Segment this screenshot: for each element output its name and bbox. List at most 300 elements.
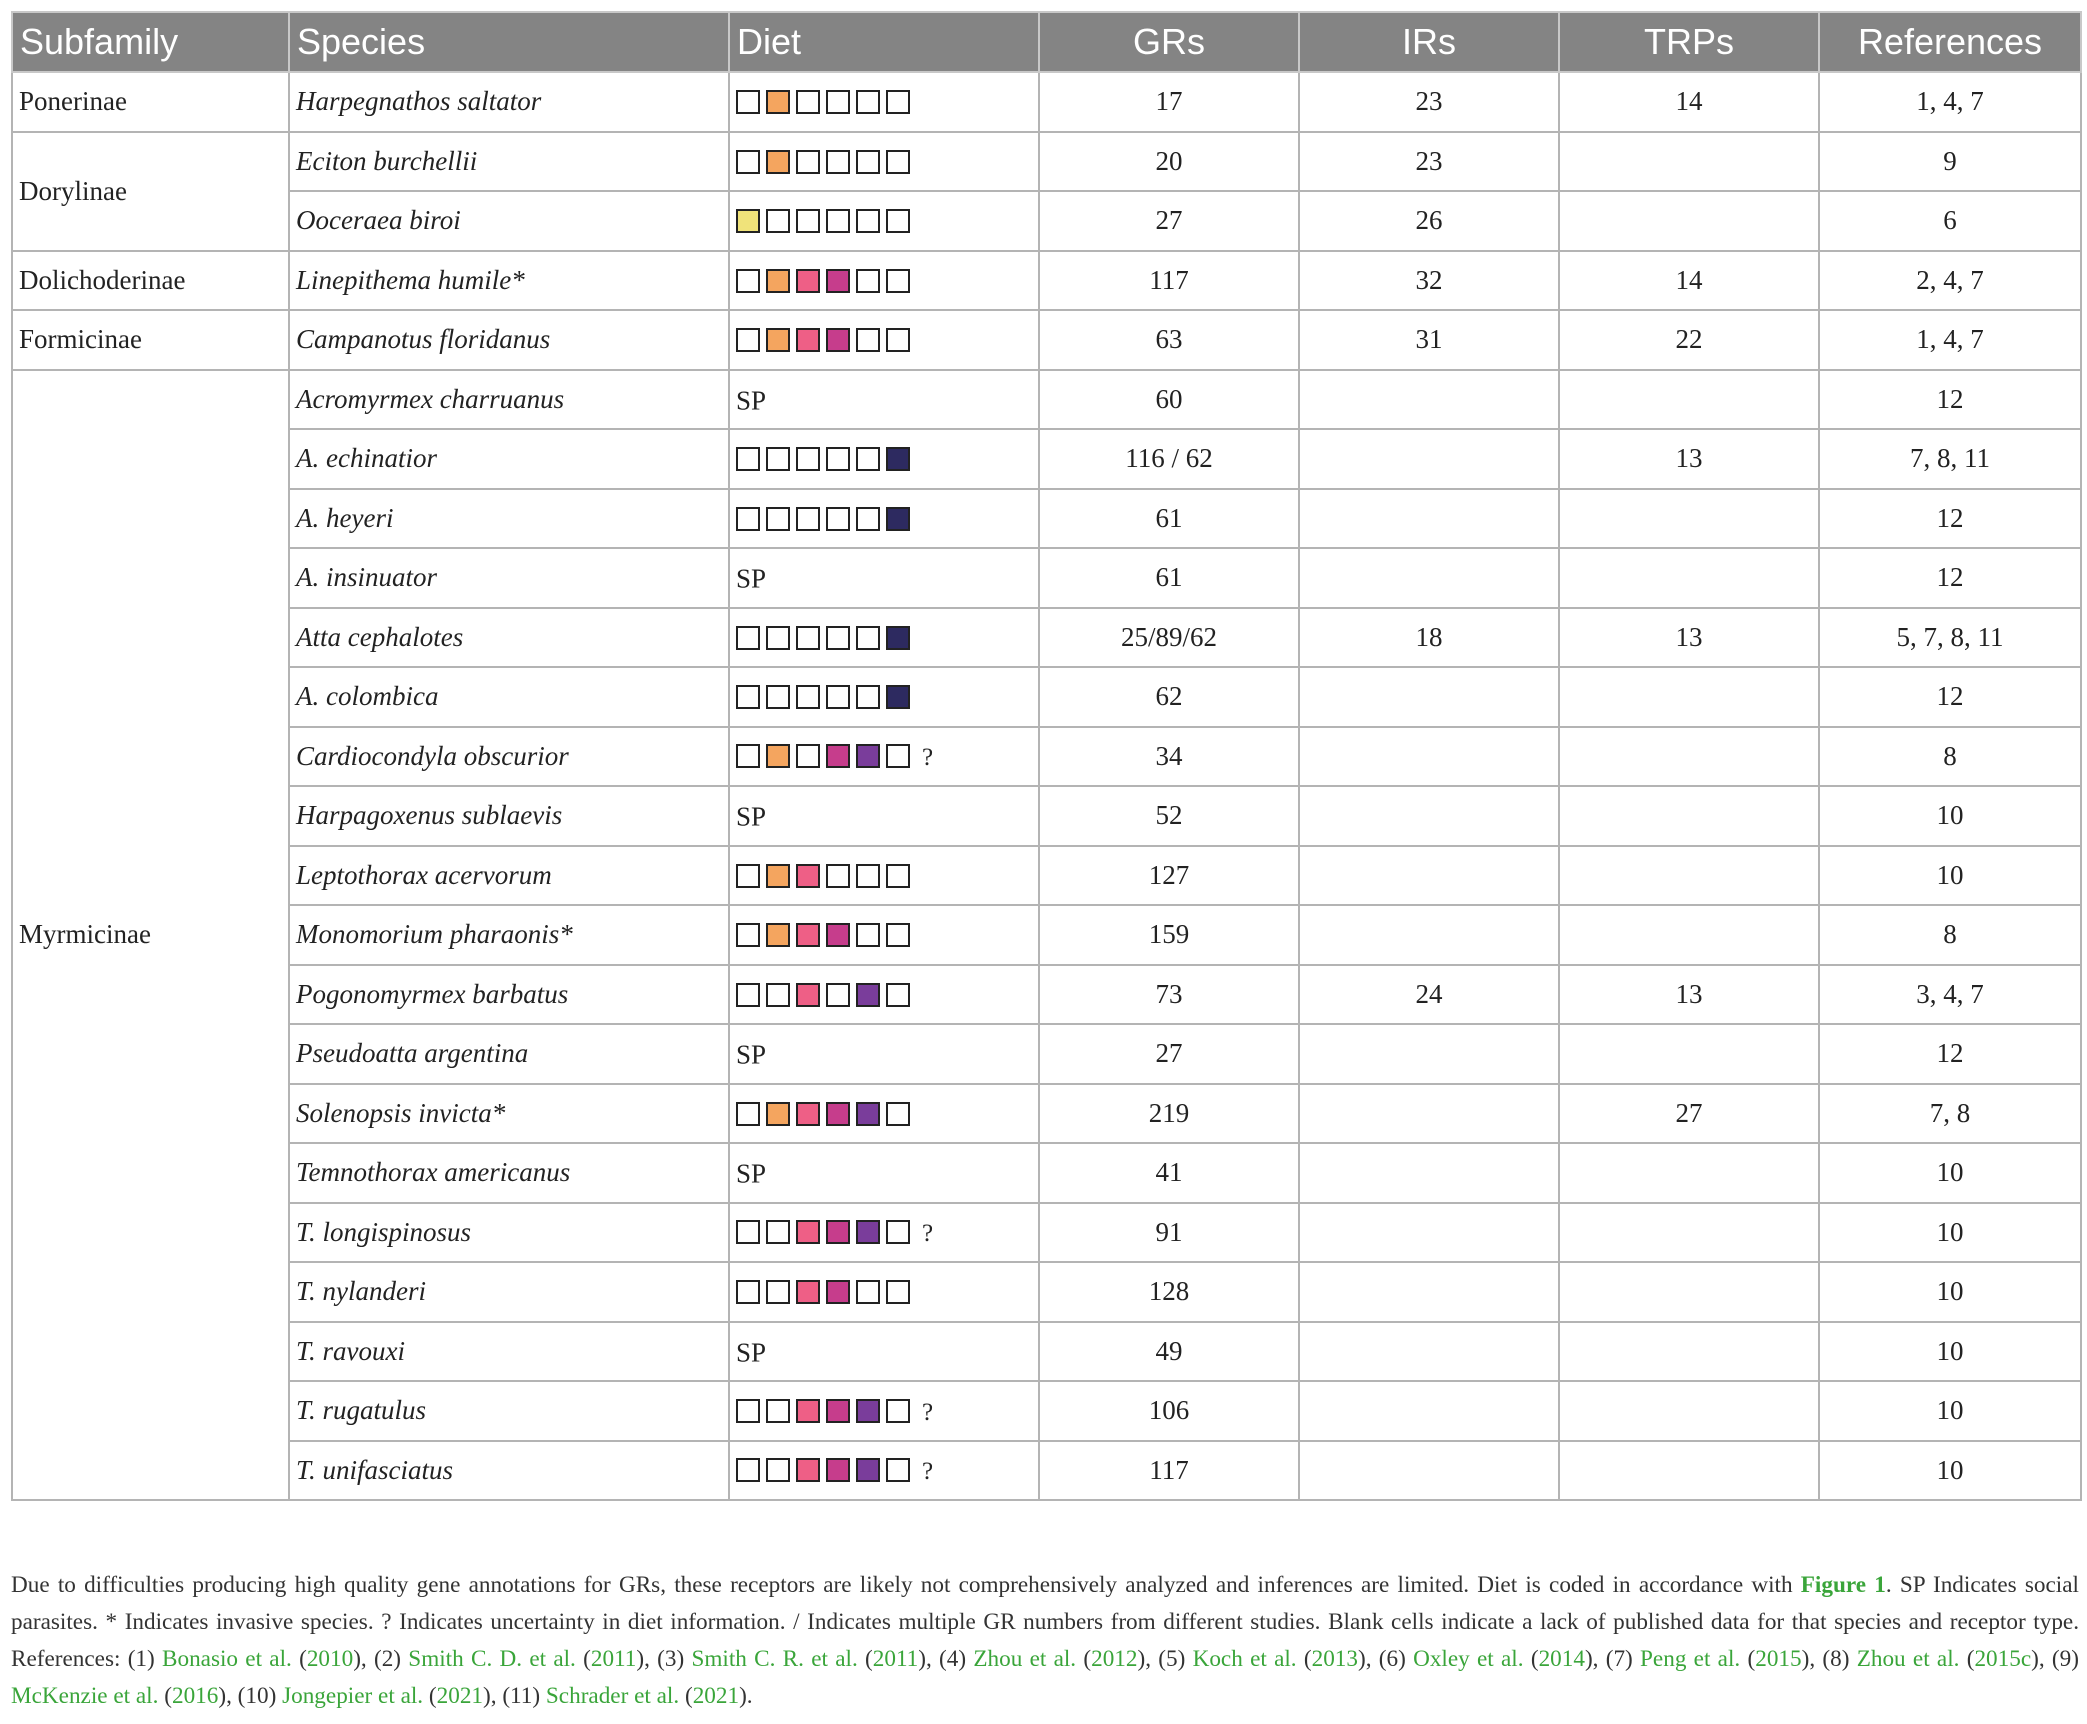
table-row <box>12 548 2081 608</box>
diet-swatch <box>856 983 880 1007</box>
references-cell: 10 <box>1819 846 2081 906</box>
references-cell: 3, 4, 7 <box>1819 965 2081 1025</box>
diet-swatch <box>886 1399 910 1423</box>
diet-text: SP <box>736 1336 767 1367</box>
diet-swatch <box>826 507 850 531</box>
species-cell: T. nylanderi <box>289 1262 729 1322</box>
species-cell: Solenopsis invicta* <box>289 1084 729 1144</box>
caption-text: ( <box>679 1683 693 1709</box>
uncertain-mark: ? <box>922 1398 934 1426</box>
diet-swatch <box>886 744 910 768</box>
diet-cell <box>729 1381 1039 1441</box>
table-row <box>12 1143 2081 1203</box>
species-cell: Temnothorax americanus <box>289 1143 729 1203</box>
caption-text: ), (7) <box>1584 1646 1641 1672</box>
grs-cell: 63 <box>1039 310 1299 370</box>
diet-cell <box>729 608 1039 668</box>
diet-swatch <box>796 923 820 947</box>
citation-link[interactable]: 2013 <box>1311 1646 1358 1672</box>
subfamily-cell: Myrmicinae <box>12 370 289 1501</box>
diet-swatch <box>796 1102 820 1126</box>
diet-swatch <box>886 150 910 174</box>
diet-swatch <box>766 1220 790 1244</box>
grs-cell: 219 <box>1039 1084 1299 1144</box>
trps-cell: 13 <box>1559 965 1819 1025</box>
grs-cell: 128 <box>1039 1262 1299 1322</box>
irs-cell <box>1299 1084 1559 1144</box>
diet-cell <box>729 727 1039 787</box>
diet-swatch <box>856 1399 880 1423</box>
diet-cell <box>729 965 1039 1025</box>
trps-cell <box>1559 846 1819 906</box>
trps-cell <box>1559 1203 1819 1263</box>
irs-cell <box>1299 489 1559 549</box>
diet-swatch <box>736 507 760 531</box>
diet-swatch <box>796 1280 820 1304</box>
diet-swatch <box>856 1102 880 1126</box>
table-row <box>12 1024 2081 1084</box>
grs-cell: 62 <box>1039 667 1299 727</box>
diet-swatch <box>856 1458 880 1482</box>
diet-cell <box>729 1024 1039 1084</box>
references-cell: 12 <box>1819 667 2081 727</box>
caption-text: ( <box>1296 1646 1312 1672</box>
diet-swatch <box>766 744 790 768</box>
trps-cell <box>1559 905 1819 965</box>
diet-cell <box>729 251 1039 311</box>
diet-swatch <box>766 269 790 293</box>
grs-cell: 73 <box>1039 965 1299 1025</box>
irs-cell <box>1299 846 1559 906</box>
diet-swatch <box>766 923 790 947</box>
diet-swatch <box>796 1399 820 1423</box>
irs-cell <box>1299 370 1559 430</box>
diet-swatch <box>796 626 820 650</box>
citation-link[interactable]: Schrader et al. <box>545 1683 680 1709</box>
diet-swatch <box>856 269 880 293</box>
diet-swatch <box>766 1280 790 1304</box>
diet-swatch <box>766 90 790 114</box>
references-cell: 10 <box>1819 1143 2081 1203</box>
diet-cell <box>729 429 1039 489</box>
irs-cell: 31 <box>1299 310 1559 370</box>
diet-cell <box>729 548 1039 608</box>
diet-swatch <box>826 269 850 293</box>
table-body <box>12 72 2081 1500</box>
citation-link[interactable]: Peng et al. <box>1640 1646 1741 1672</box>
diet-swatch <box>766 983 790 1007</box>
diet-swatch <box>856 150 880 174</box>
diet-swatch <box>736 1280 760 1304</box>
species-cell: T. unifasciatus <box>289 1441 729 1501</box>
caption-text: ( <box>857 1646 873 1672</box>
references-cell: 10 <box>1819 1441 2081 1501</box>
header-diet: Diet <box>729 12 1039 72</box>
citation-link[interactable]: 2016 <box>171 1683 219 1709</box>
trps-cell <box>1559 1262 1819 1322</box>
diet-swatch <box>796 685 820 709</box>
species-cell: A. insinuator <box>289 548 729 608</box>
diet-swatch <box>736 269 760 293</box>
citation-link[interactable]: Zhou et al. <box>1856 1646 1960 1672</box>
irs-cell: 23 <box>1299 132 1559 192</box>
trps-cell <box>1559 370 1819 430</box>
citation-link[interactable]: 2021 <box>692 1683 740 1709</box>
grs-cell: 49 <box>1039 1322 1299 1382</box>
diet-swatch <box>766 1458 790 1482</box>
grs-cell: 61 <box>1039 489 1299 549</box>
table-row <box>12 905 2081 965</box>
citation-link[interactable]: Zhou et al. <box>973 1646 1077 1672</box>
diet-swatch <box>826 983 850 1007</box>
diet-text: SP <box>736 384 767 415</box>
citation-link[interactable]: 2012 <box>1091 1646 1138 1672</box>
citation-link[interactable]: 2014 <box>1538 1646 1585 1672</box>
diet-swatch <box>826 150 850 174</box>
grs-cell: 117 <box>1039 251 1299 311</box>
caption-text: ( <box>575 1646 591 1672</box>
trps-cell <box>1559 548 1819 608</box>
diet-swatch <box>796 90 820 114</box>
diet-swatch <box>856 626 880 650</box>
uncertain-mark: ? <box>922 744 934 772</box>
trps-cell <box>1559 1143 1819 1203</box>
table-row <box>12 1322 2081 1382</box>
species-cell: T. ravouxi <box>289 1322 729 1382</box>
references-cell: 8 <box>1819 727 2081 787</box>
diet-swatch <box>856 923 880 947</box>
irs-cell <box>1299 548 1559 608</box>
diet-swatch <box>826 447 850 471</box>
diet-cell <box>729 370 1039 430</box>
diet-swatch <box>886 1102 910 1126</box>
table-caption <box>11 1567 2079 1715</box>
table-row <box>12 72 2081 132</box>
subfamily-cell: Dolichoderinae <box>12 251 289 311</box>
diet-text: SP <box>736 1039 767 1070</box>
diet-cell <box>729 132 1039 192</box>
species-cell: Campanotus floridanus <box>289 310 729 370</box>
caption-text: ( <box>291 1646 307 1672</box>
table-row <box>12 1084 2081 1144</box>
references-cell: 10 <box>1819 786 2081 846</box>
caption-text: ( <box>158 1683 172 1709</box>
grs-cell: 27 <box>1039 191 1299 251</box>
references-cell: 1, 4, 7 <box>1819 72 2081 132</box>
diet-swatch <box>796 864 820 888</box>
species-cell: T. rugatulus <box>289 1381 729 1441</box>
diet-swatch <box>766 864 790 888</box>
caption-text: ( <box>1959 1646 1975 1672</box>
diet-swatch <box>736 1102 760 1126</box>
table-row <box>12 786 2081 846</box>
uncertain-mark: ? <box>922 1220 934 1248</box>
species-cell: A. echinatior <box>289 429 729 489</box>
diet-swatch <box>886 864 910 888</box>
diet-swatch <box>886 923 910 947</box>
irs-cell <box>1299 429 1559 489</box>
diet-swatch <box>766 328 790 352</box>
grs-cell: 106 <box>1039 1381 1299 1441</box>
species-cell: Ooceraea biroi <box>289 191 729 251</box>
irs-cell <box>1299 905 1559 965</box>
table-row <box>12 965 2081 1025</box>
citation-link[interactable]: 2015 <box>1755 1646 1802 1672</box>
caption-text: ), (4) <box>918 1646 974 1672</box>
references-cell: 1, 4, 7 <box>1819 310 2081 370</box>
irs-cell <box>1299 1024 1559 1084</box>
table-row <box>12 1203 2081 1263</box>
references-cell: 10 <box>1819 1322 2081 1382</box>
diet-swatch <box>826 90 850 114</box>
diet-swatch <box>736 90 760 114</box>
irs-cell: 26 <box>1299 191 1559 251</box>
diet-cell <box>729 846 1039 906</box>
diet-swatch <box>856 1280 880 1304</box>
irs-cell: 32 <box>1299 251 1559 311</box>
species-cell: Acromyrmex charruanus <box>289 370 729 430</box>
diet-swatch <box>826 328 850 352</box>
grs-cell: 60 <box>1039 370 1299 430</box>
diet-swatch <box>856 685 880 709</box>
diet-swatch <box>796 1220 820 1244</box>
diet-swatch <box>766 150 790 174</box>
diet-swatch <box>796 507 820 531</box>
grs-cell: 34 <box>1039 727 1299 787</box>
caption-text: Due to difficulties producing high quality gene annotations for GRs, these receptors are likely not comprehensively analyzed and inferences are limited. Diet is coded in accordance with <box>11 1572 1801 1598</box>
diet-swatch <box>886 1280 910 1304</box>
references-cell: 2, 4, 7 <box>1819 251 2081 311</box>
diet-swatch <box>826 923 850 947</box>
references-cell: 7, 8 <box>1819 1084 2081 1144</box>
diet-cell <box>729 310 1039 370</box>
diet-swatch <box>766 209 790 233</box>
species-cell: Monomorium pharaonis* <box>289 905 729 965</box>
uncertain-mark: ? <box>922 1458 934 1486</box>
citation-link[interactable]: 2011 <box>590 1646 637 1672</box>
diet-swatch <box>886 328 910 352</box>
diet-cell <box>729 72 1039 132</box>
trps-cell <box>1559 191 1819 251</box>
grs-cell: 17 <box>1039 72 1299 132</box>
citation-link[interactable]: 2015c <box>1974 1646 2032 1672</box>
references-cell: 10 <box>1819 1262 2081 1322</box>
table-container <box>11 11 2081 1501</box>
diet-swatch <box>886 209 910 233</box>
citation-link[interactable]: Bonasio et al. <box>162 1646 292 1672</box>
diet-cell <box>729 1203 1039 1263</box>
table-row <box>12 1381 2081 1441</box>
references-cell: 10 <box>1819 1203 2081 1263</box>
trps-cell <box>1559 667 1819 727</box>
irs-cell <box>1299 727 1559 787</box>
diet-cell <box>729 191 1039 251</box>
diet-cell <box>729 905 1039 965</box>
citation-link[interactable]: Smith C. D. et al. <box>408 1646 576 1672</box>
header-references: References <box>1819 12 2081 72</box>
diet-swatch <box>766 447 790 471</box>
table-row <box>12 429 2081 489</box>
diet-swatch <box>766 685 790 709</box>
figure-link[interactable]: Figure 1 <box>1800 1572 1886 1598</box>
diet-swatch <box>766 1399 790 1423</box>
species-cell: Eciton burchellii <box>289 132 729 192</box>
diet-text: SP <box>736 801 767 832</box>
irs-cell <box>1299 786 1559 846</box>
caption-text: . SP Indicates social parasites. * Indicates invasive species. ? Indicates uncertainty in diet information. / Indicates multiple GR numbers from different studies. Blank cells indicate a lack of published data for that species and receptor type. References: (1) <box>11 1572 2079 1672</box>
diet-swatch <box>856 209 880 233</box>
caption-text: ), (10) <box>218 1683 283 1709</box>
diet-swatch <box>886 507 910 531</box>
diet-swatch <box>796 1458 820 1482</box>
table-row <box>12 1441 2081 1501</box>
citation-link[interactable]: Oxley et al. <box>1413 1646 1524 1672</box>
diet-swatch <box>736 328 760 352</box>
references-cell: 12 <box>1819 1024 2081 1084</box>
citation-link[interactable]: Smith C. R. et al. <box>691 1646 858 1672</box>
references-cell: 5, 7, 8, 11 <box>1819 608 2081 668</box>
table-row <box>12 667 2081 727</box>
header-subfamily: Subfamily <box>12 12 289 72</box>
caption-text: ), (5) <box>1137 1646 1193 1672</box>
species-cell: Harpagoxenus sublaevis <box>289 786 729 846</box>
diet-swatch <box>886 1458 910 1482</box>
diet-swatch <box>856 90 880 114</box>
citation-link[interactable]: 2010 <box>306 1646 354 1672</box>
caption-text: ), (11) <box>483 1683 546 1709</box>
diet-swatch <box>766 507 790 531</box>
table-row <box>12 846 2081 906</box>
diet-swatch <box>856 447 880 471</box>
caption-text: ). <box>739 1683 753 1709</box>
grs-cell: 117 <box>1039 1441 1299 1501</box>
grs-cell: 52 <box>1039 786 1299 846</box>
caption-text: ), (3) <box>636 1646 692 1672</box>
species-cell: Leptothorax acervorum <box>289 846 729 906</box>
species-cell: Harpegnathos saltator <box>289 72 729 132</box>
diet-cell <box>729 1084 1039 1144</box>
diet-cell <box>729 489 1039 549</box>
species-cell: T. longispinosus <box>289 1203 729 1263</box>
diet-swatch <box>886 90 910 114</box>
caption-text: ( <box>1523 1646 1539 1672</box>
trps-cell <box>1559 1381 1819 1441</box>
citation-link[interactable]: Koch et al. <box>1192 1646 1297 1672</box>
diet-swatch <box>856 744 880 768</box>
header-grs: GRs <box>1039 12 1299 72</box>
trps-cell <box>1559 1024 1819 1084</box>
table-row <box>12 370 2081 430</box>
trps-cell: 13 <box>1559 608 1819 668</box>
caption-text: ( <box>1076 1646 1092 1672</box>
grs-cell: 41 <box>1039 1143 1299 1203</box>
citation-link[interactable]: 2011 <box>872 1646 919 1672</box>
trps-cell: 14 <box>1559 72 1819 132</box>
caption-text: ), (9) <box>2031 1646 2079 1672</box>
diet-swatch <box>826 1280 850 1304</box>
diet-swatch <box>736 983 760 1007</box>
diet-swatch <box>796 983 820 1007</box>
diet-swatch <box>886 983 910 1007</box>
table-row <box>12 191 2081 251</box>
diet-swatch <box>856 864 880 888</box>
table-row <box>12 489 2081 549</box>
references-cell: 12 <box>1819 548 2081 608</box>
diet-swatch <box>736 923 760 947</box>
species-cell: Atta cephalotes <box>289 608 729 668</box>
species-cell: Linepithema humile* <box>289 251 729 311</box>
diet-cell <box>729 786 1039 846</box>
irs-cell <box>1299 1143 1559 1203</box>
diet-swatch <box>796 744 820 768</box>
irs-cell <box>1299 1262 1559 1322</box>
diet-swatch <box>826 1102 850 1126</box>
diet-swatch <box>736 744 760 768</box>
diet-swatch <box>736 150 760 174</box>
diet-swatch <box>766 1102 790 1126</box>
diet-swatch <box>736 685 760 709</box>
gene-table <box>11 11 2082 1501</box>
diet-swatch <box>796 209 820 233</box>
irs-cell <box>1299 1441 1559 1501</box>
references-cell: 7, 8, 11 <box>1819 429 2081 489</box>
diet-cell <box>729 1322 1039 1382</box>
diet-swatch <box>826 1220 850 1244</box>
diet-swatch <box>826 685 850 709</box>
trps-cell <box>1559 786 1819 846</box>
header-trps: TRPs <box>1559 12 1819 72</box>
grs-cell: 116 / 62 <box>1039 429 1299 489</box>
diet-swatch <box>736 864 760 888</box>
trps-cell <box>1559 132 1819 192</box>
irs-cell <box>1299 667 1559 727</box>
grs-cell: 20 <box>1039 132 1299 192</box>
diet-swatch <box>826 1458 850 1482</box>
diet-swatch <box>826 744 850 768</box>
table-row <box>12 310 2081 370</box>
table-row <box>12 132 2081 192</box>
citation-link[interactable]: 2021 <box>436 1683 484 1709</box>
table-row <box>12 608 2081 668</box>
trps-cell: 14 <box>1559 251 1819 311</box>
diet-swatch <box>886 447 910 471</box>
diet-swatch <box>766 626 790 650</box>
table-row <box>12 727 2081 787</box>
diet-swatch <box>886 1220 910 1244</box>
grs-cell: 91 <box>1039 1203 1299 1263</box>
species-cell: Pseudoatta argentina <box>289 1024 729 1084</box>
header-irs: IRs <box>1299 12 1559 72</box>
references-cell: 6 <box>1819 191 2081 251</box>
caption-text: ), (6) <box>1357 1646 1414 1672</box>
irs-cell: 18 <box>1299 608 1559 668</box>
diet-swatch <box>796 150 820 174</box>
grs-cell: 27 <box>1039 1024 1299 1084</box>
table-header <box>12 12 2081 72</box>
diet-swatch <box>796 269 820 293</box>
grs-cell: 159 <box>1039 905 1299 965</box>
table-row <box>12 251 2081 311</box>
diet-swatch <box>736 1220 760 1244</box>
citation-link[interactable]: McKenzie et al. <box>11 1683 159 1709</box>
diet-swatch <box>736 209 760 233</box>
grs-cell: 61 <box>1039 548 1299 608</box>
citation-link[interactable]: Jongepier et al. <box>282 1683 424 1709</box>
grs-cell: 127 <box>1039 846 1299 906</box>
diet-cell <box>729 1143 1039 1203</box>
table-row <box>12 1262 2081 1322</box>
diet-swatch <box>736 626 760 650</box>
